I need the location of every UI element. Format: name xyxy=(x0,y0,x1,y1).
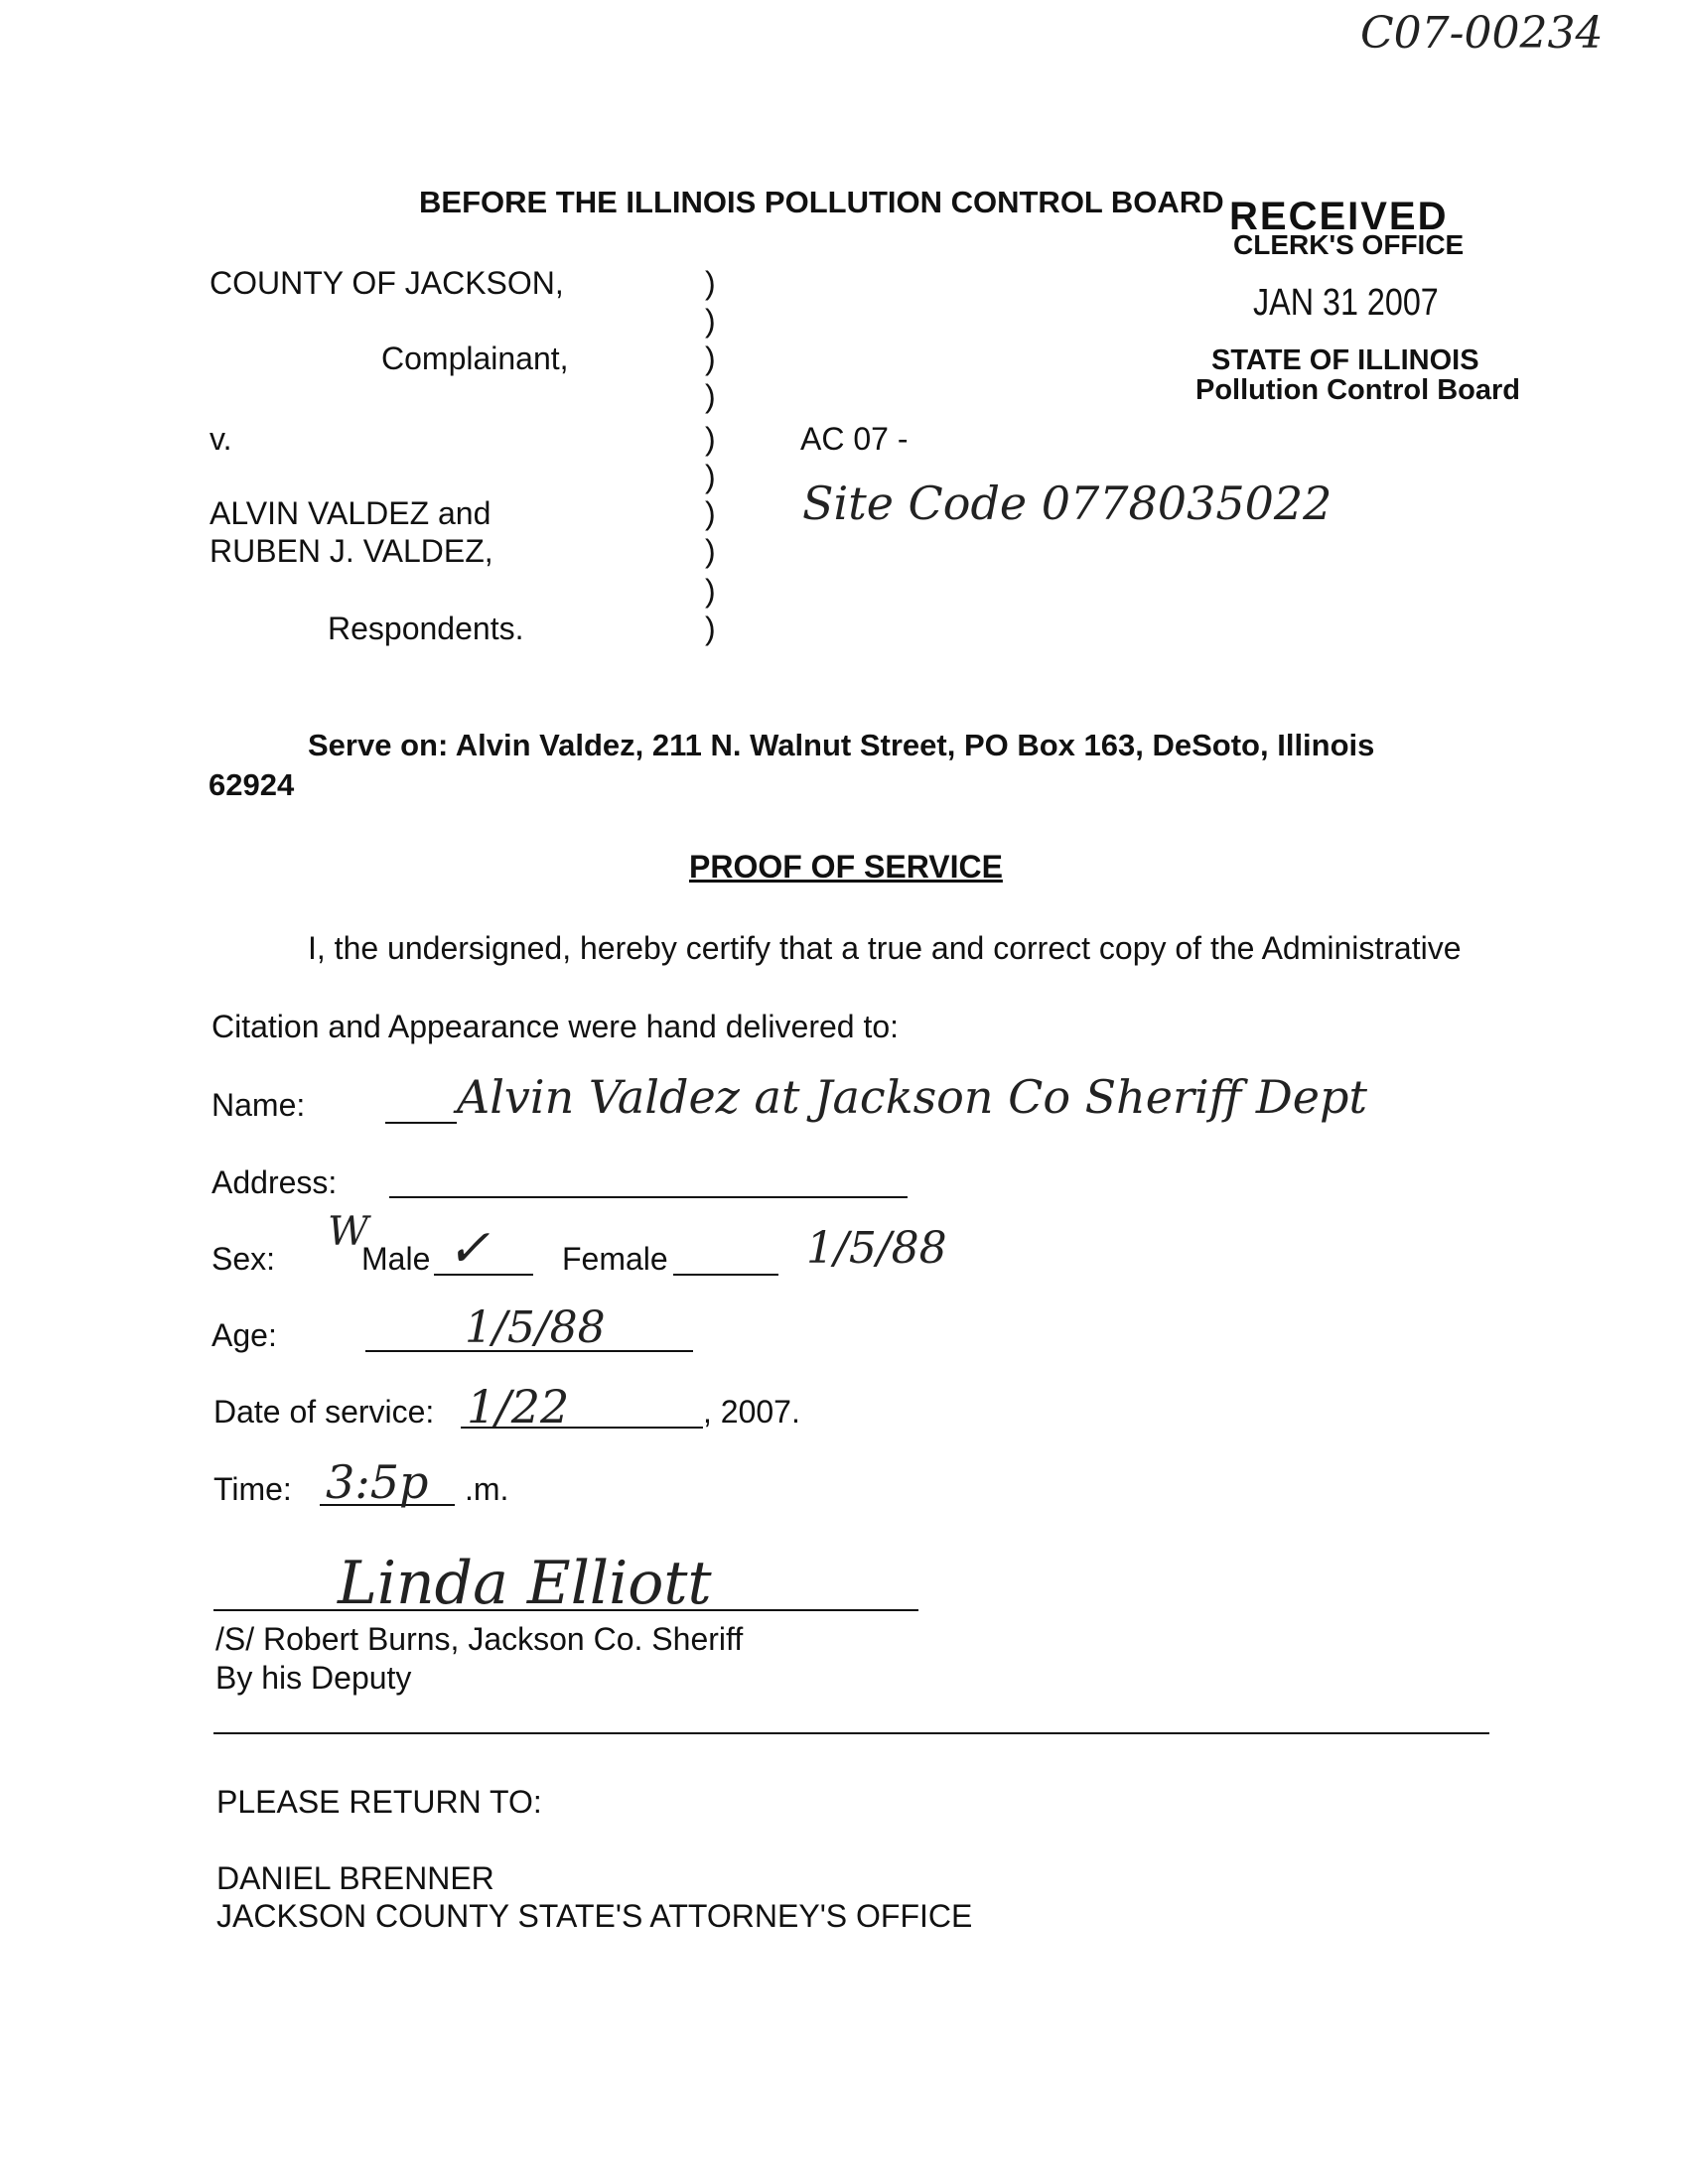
date-year: , 2007. xyxy=(703,1394,800,1430)
return-to-office: JACKSON COUNTY STATE'S ATTORNEY'S OFFICE xyxy=(216,1898,973,1934)
versus: v. xyxy=(210,421,232,457)
complainant-name: COUNTY OF JACKSON, xyxy=(210,265,564,301)
site-code-handwritten: Site Code 0778035022 xyxy=(802,477,1333,530)
caption-paren: ) xyxy=(705,341,716,376)
female-label: Female xyxy=(562,1241,668,1277)
divider-line xyxy=(213,1732,1489,1734)
stamp-board: Pollution Control Board xyxy=(1195,374,1521,406)
signature-deputy: By his Deputy xyxy=(215,1660,412,1696)
male-check-handwritten: ✓ xyxy=(447,1219,491,1279)
caption-paren: ) xyxy=(705,611,716,646)
signature-handwritten: Linda Elliott xyxy=(338,1549,712,1618)
respondent-line1: ALVIN VALDEZ and xyxy=(210,495,491,531)
case-number: AC 07 - xyxy=(800,421,909,457)
date-of-service-label: Date of service: xyxy=(213,1394,435,1430)
court-header: BEFORE THE ILLINOIS POLLUTION CONTROL BOARD xyxy=(419,185,1224,219)
stamp-received: RECEIVED xyxy=(1229,195,1449,238)
caption-paren: ) xyxy=(705,495,716,531)
caption-paren: ) xyxy=(705,378,716,414)
stamp-date: JAN 31 2007 xyxy=(1253,282,1439,324)
document-number: C07-00234 xyxy=(1360,8,1604,59)
document-title: PROOF OF SERVICE xyxy=(689,849,1003,885)
sex-mark-handwritten: W xyxy=(328,1209,369,1255)
return-to-name: DANIEL BRENNER xyxy=(216,1860,494,1896)
caption-paren: ) xyxy=(705,303,716,339)
return-to-label: PLEASE RETURN TO: xyxy=(216,1784,542,1820)
name-value-handwritten: Alvin Valdez at Jackson Co Sheriff Dept xyxy=(457,1070,1367,1124)
serve-on-line2: 62924 xyxy=(209,767,295,802)
address-label: Address: xyxy=(211,1164,338,1200)
caption-paren: ) xyxy=(705,533,716,569)
caption-paren: ) xyxy=(705,421,716,457)
time-value-handwritten: 3:5p xyxy=(326,1455,429,1509)
time-label: Time: xyxy=(213,1471,292,1507)
date-value-handwritten: 1/22 xyxy=(467,1380,570,1433)
female-underline xyxy=(673,1274,778,1276)
serve-on-line1: Serve on: Alvin Valdez, 211 N. Walnut Street, PO Box 163, DeSoto, Illinois xyxy=(308,728,1375,762)
caption-paren: ) xyxy=(705,265,716,301)
respondent-line2: RUBEN J. VALDEZ, xyxy=(210,533,493,569)
respondent-role: Respondents. xyxy=(328,611,524,646)
sex-note-handwritten: 1/5/88 xyxy=(806,1223,947,1274)
male-label: Male xyxy=(361,1241,431,1277)
sex-label: Sex: xyxy=(211,1241,276,1277)
signature-title: /S/ Robert Burns, Jackson Co. Sheriff xyxy=(215,1621,744,1657)
name-underline xyxy=(385,1122,457,1124)
name-label: Name: xyxy=(211,1087,306,1123)
address-underline xyxy=(389,1196,908,1198)
time-suffix: .m. xyxy=(465,1471,509,1507)
stamp-state: STATE OF ILLINOIS xyxy=(1211,344,1479,376)
caption-paren: ) xyxy=(705,573,716,609)
signature-line xyxy=(213,1609,918,1611)
caption-paren: ) xyxy=(705,459,716,494)
age-label: Age: xyxy=(211,1317,277,1353)
certify-line1: I, the undersigned, hereby certify that a true and correct copy of the Administrative xyxy=(308,930,1462,966)
certify-line2: Citation and Appearance were hand delivered to: xyxy=(211,1009,900,1044)
age-value-handwritten: 1/5/88 xyxy=(465,1302,606,1353)
stamp-office: CLERK'S OFFICE xyxy=(1233,229,1465,260)
complainant-role: Complainant, xyxy=(381,341,569,376)
